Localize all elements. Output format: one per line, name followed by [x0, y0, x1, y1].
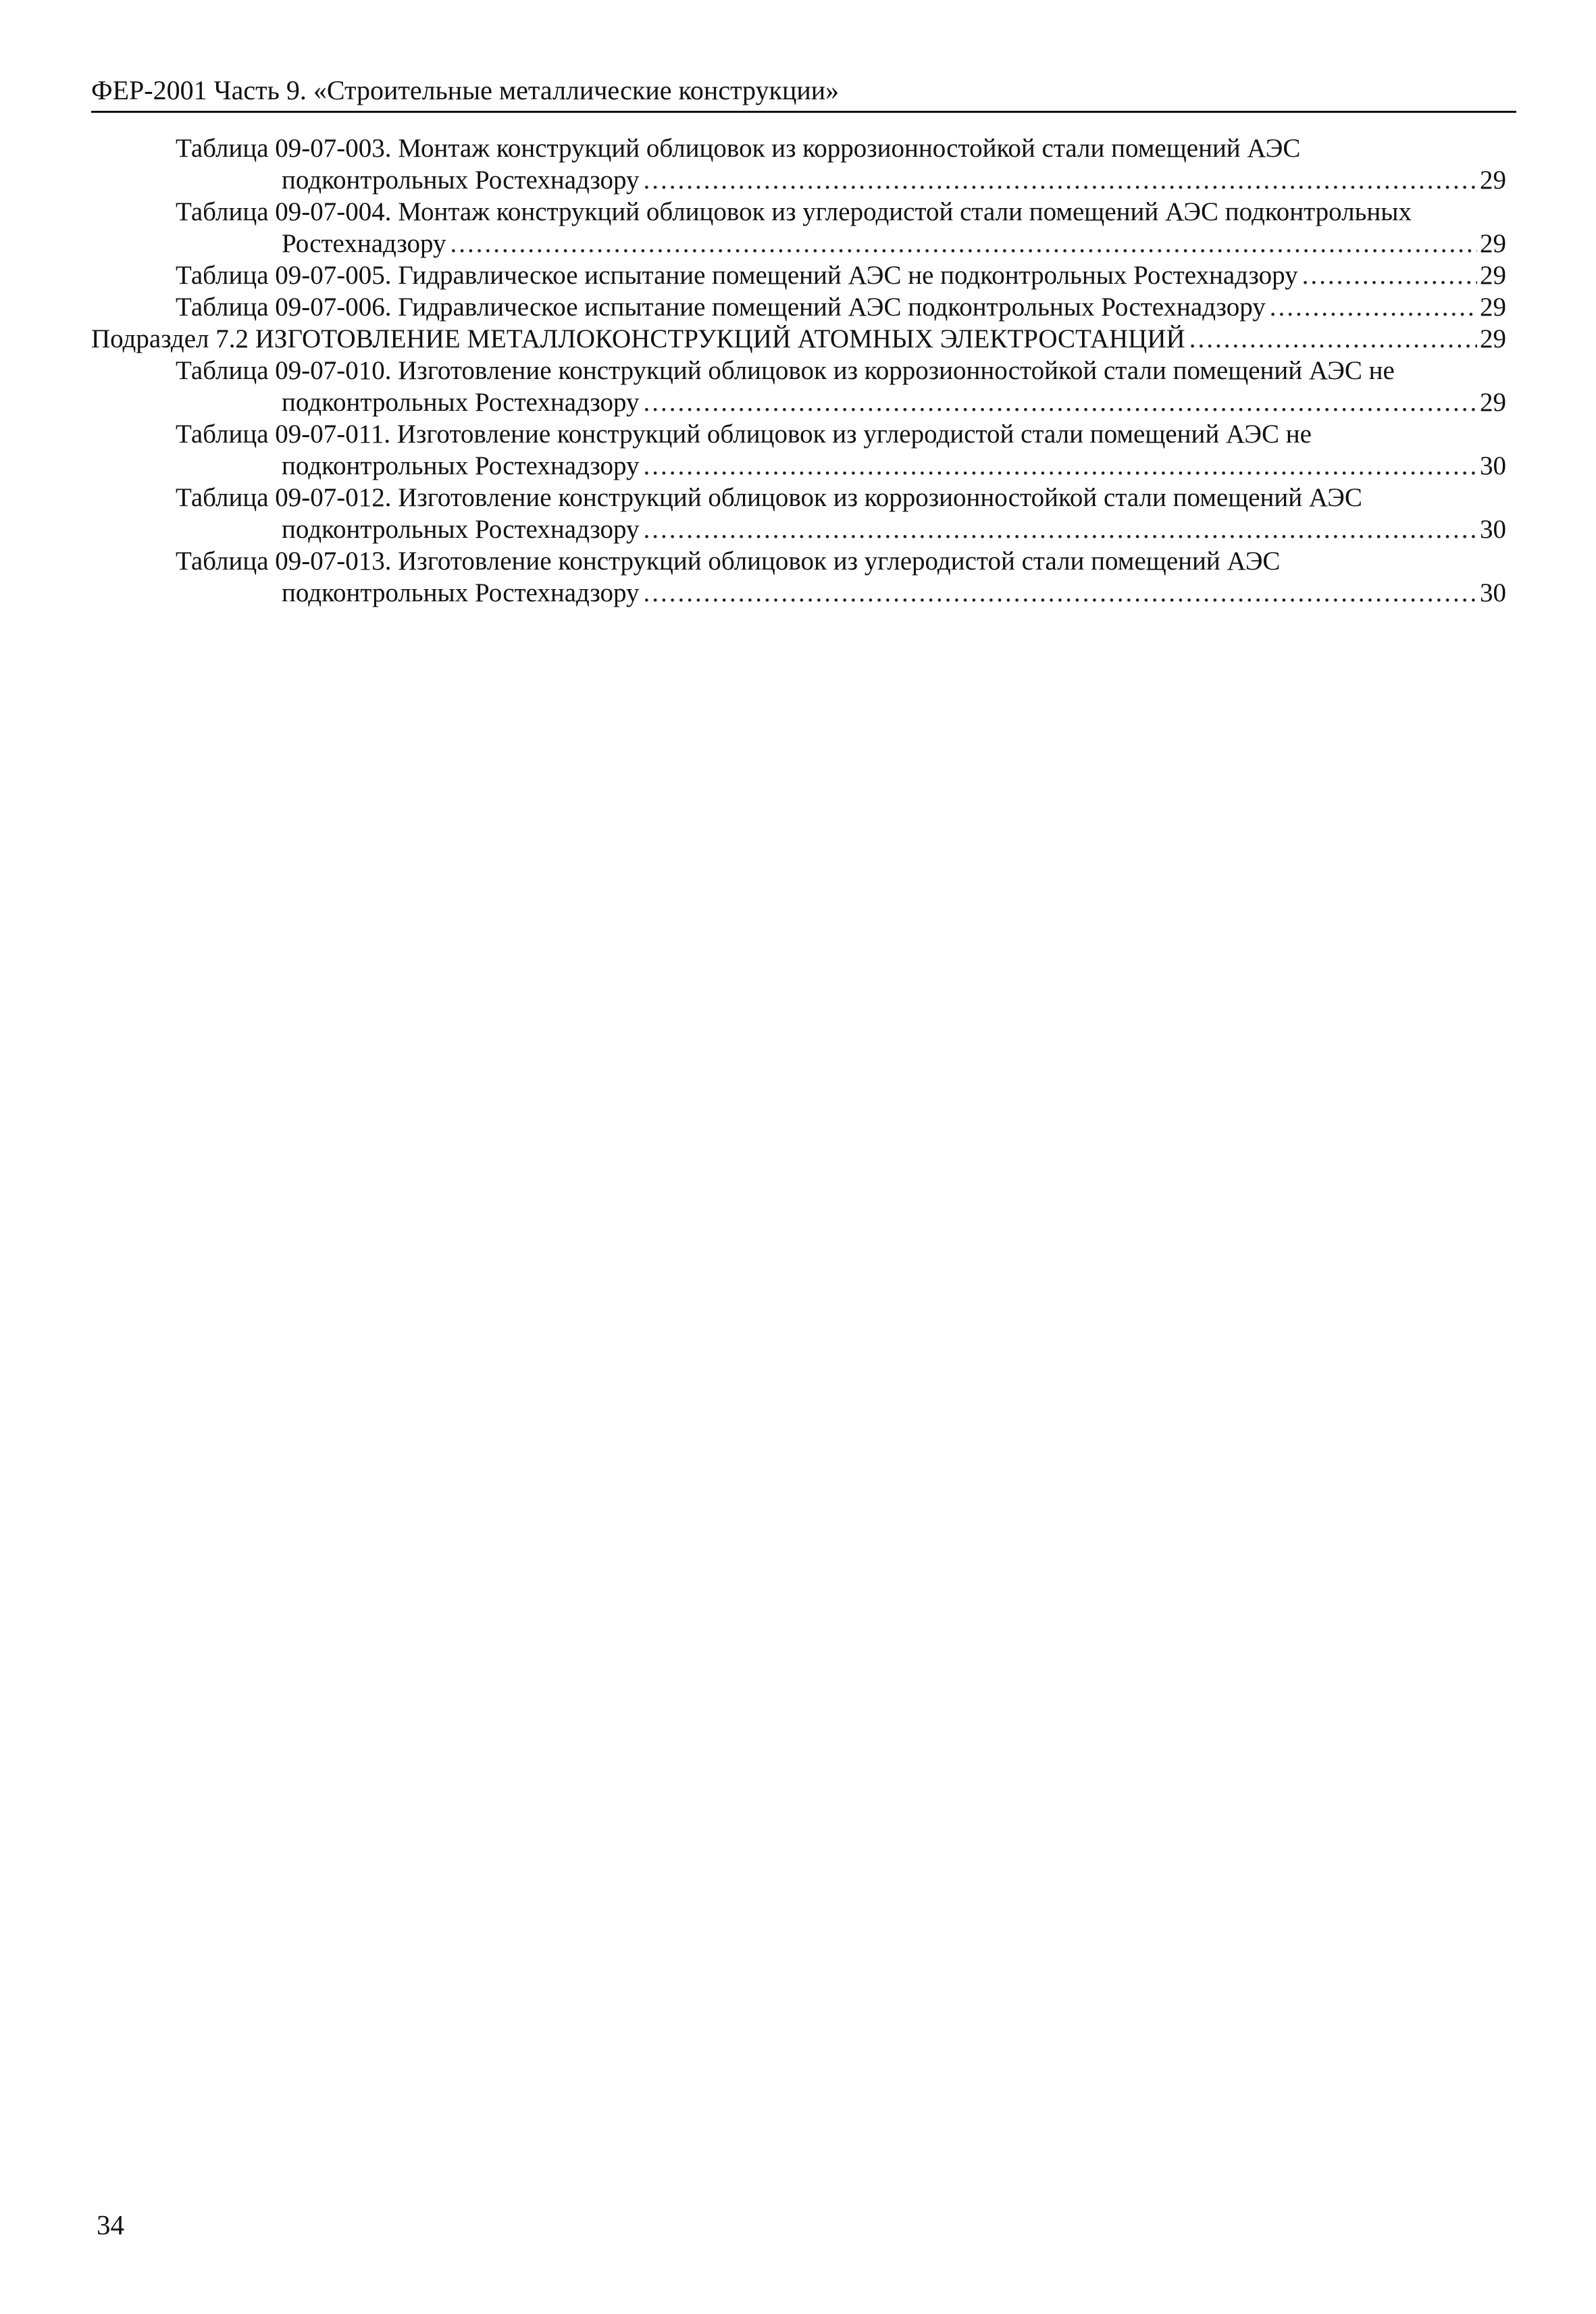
toc-entry-title: Таблица 09-07-013. Изготовление конструкций облицовок из углеродистой стали помещений АЭС: [176, 547, 1281, 576]
toc-entry-table-09-07-010[interactable]: [91, 355, 1506, 418]
dot-leader: [644, 450, 1477, 482]
toc-entry-title: Таблица 09-07-012. Изготовление конструкций облицовок из коррозионностойкой стали помещений АЭС: [176, 483, 1362, 512]
page-number: 34: [97, 2209, 124, 2240]
toc-entry-title-continued: Ростехнадзору: [282, 229, 446, 258]
dot-leader: [451, 228, 1477, 259]
toc-entry-row: [176, 228, 1506, 259]
toc-entry-title-continued: подконтрольных Ростехнадзору: [282, 166, 640, 195]
toc-page-number: 29: [1480, 293, 1506, 322]
toc-entry-table-09-07-004[interactable]: [91, 196, 1506, 259]
toc-entry-table-09-07-006[interactable]: [91, 291, 1506, 323]
toc-entry-table-09-07-003[interactable]: [91, 132, 1506, 196]
toc-page-number: 30: [1480, 515, 1506, 544]
table-of-contents: [91, 132, 1506, 609]
toc-entry-row: [176, 577, 1506, 609]
toc-entry-row: [176, 164, 1506, 196]
toc-entry-table-09-07-005[interactable]: [91, 259, 1506, 291]
toc-entry-table-09-07-012[interactable]: [91, 482, 1506, 545]
dot-leader: [1270, 291, 1477, 323]
dot-leader: [644, 513, 1477, 545]
header-divider: [91, 111, 1516, 113]
dot-leader: [1302, 259, 1477, 291]
toc-entry-subsection-7-2[interactable]: [91, 323, 1506, 355]
dot-leader: [644, 164, 1477, 196]
toc-entry-title: Таблица 09-07-003. Монтаж конструкций облицовок из коррозионностойкой стали помещений АЭС: [176, 134, 1301, 163]
dot-leader: [1189, 323, 1477, 355]
dot-leader: [644, 577, 1477, 609]
toc-entry-title: Таблица 09-07-005. Гидравлическое испытание помещений АЭС не подконтрольных Ростехнадзору: [176, 261, 1298, 290]
toc-entry-title-continued: подконтрольных Ростехнадзору: [282, 388, 640, 417]
toc-page-number: 29: [1480, 388, 1506, 417]
toc-page-number: 29: [1480, 166, 1506, 195]
toc-entry-table-09-07-011[interactable]: [91, 418, 1506, 482]
toc-entry-title: Таблица 09-07-010. Изготовление конструкций облицовок из коррозионностойкой стали помещений АЭС не: [176, 356, 1395, 385]
toc-entry-row: [176, 450, 1506, 482]
toc-entry-title: Таблица 09-07-004. Монтаж конструкций облицовок из углеродистой стали помещений АЭС подконтрольных: [176, 197, 1412, 226]
toc-page-number: 29: [1480, 229, 1506, 258]
page-header: ФЕР-2001 Часть 9. «Строительные металлические конструкции»: [91, 75, 840, 105]
toc-entry-table-09-07-013[interactable]: [91, 545, 1506, 609]
toc-entry-title-continued: подконтрольных Ростехнадзору: [282, 451, 640, 480]
toc-entry-title: Таблица 09-07-006. Гидравлическое испытание помещений АЭС подконтрольных Ростехнадзору: [176, 293, 1266, 322]
toc-entry-row: [176, 513, 1506, 545]
toc-entry-row: [91, 323, 1506, 355]
toc-subsection-title: Подраздел 7.2 ИЗГОТОВЛЕНИЕ МЕТАЛЛОКОНСТРУКЦИЙ АТОМНЫХ ЭЛЕКТРОСТАНЦИЙ: [91, 324, 1185, 353]
toc-entry-row: [176, 259, 1506, 291]
toc-page-number: 29: [1480, 324, 1506, 353]
toc-entry-title-continued: подконтрольных Ростехнадзору: [282, 515, 640, 544]
toc-entry-title: Таблица 09-07-011. Изготовление конструкций облицовок из углеродистой стали помещений АЭС не: [176, 420, 1312, 449]
toc-page-number: 30: [1480, 451, 1506, 480]
toc-page-number: 29: [1480, 261, 1506, 290]
toc-entry-row: [176, 291, 1506, 323]
toc-page-number: 30: [1480, 578, 1506, 607]
dot-leader: [644, 386, 1477, 418]
toc-entry-row: [176, 386, 1506, 418]
toc-entry-title-continued: подконтрольных Ростехнадзору: [282, 578, 640, 607]
